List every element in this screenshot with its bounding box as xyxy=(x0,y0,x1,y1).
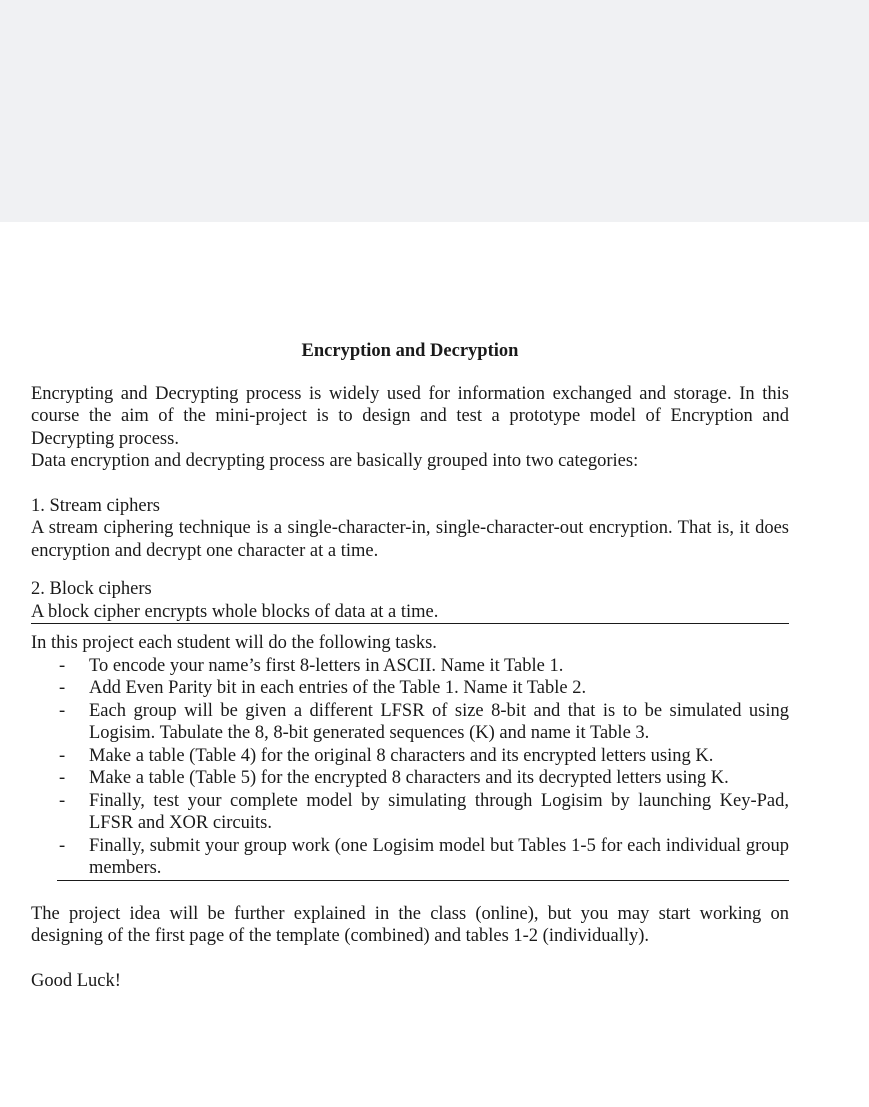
list-item: - Make a table (Table 4) for the original 8 characters and its encrypted letters using K. xyxy=(59,745,714,766)
tasks-intro: In this project each student will do the following tasks. xyxy=(31,633,437,653)
closing-paragraph: The project idea will be further explained in the class (online), but you may start working on designing of the first page of the template (combined) and tables 1-2 (individually). xyxy=(31,903,789,946)
bullet-dash: - xyxy=(59,745,66,766)
bullet-dash: - xyxy=(59,700,66,721)
section2-heading: 2. Block ciphers xyxy=(31,579,152,599)
section-divider xyxy=(31,623,789,624)
bullet-dash: - xyxy=(59,768,66,788)
task-list xyxy=(31,655,789,880)
section1-heading: 1. Stream ciphers xyxy=(31,495,160,516)
sign-off: Good Luck! xyxy=(31,970,121,991)
list-item: - Add Even Parity bit in each entries of the Table 1. Name it Table 2. xyxy=(59,678,587,698)
document-title: Encryption and Decryption xyxy=(301,341,519,361)
document-body xyxy=(31,340,789,992)
list-item: - Finally, test your complete model by simulating through Logisim by launching Key-Pad, LFSR and XOR circuits. xyxy=(59,790,789,833)
bullet-dash: - xyxy=(59,835,66,856)
list-item: - Make a table (Table 5) for the encrypted 8 characters and its decrypted letters using K. xyxy=(59,768,729,788)
top-blank-band xyxy=(0,0,869,222)
list-item: - Finally, submit your group work (one Logisim model but Tables 1-5 for each individual group members. xyxy=(59,835,789,878)
list-item: - To encode your name’s first 8-letters in ASCII. Name it Table 1. xyxy=(59,655,564,676)
bullet-dash: - xyxy=(59,655,66,676)
bullet-dash: - xyxy=(59,678,66,698)
intro-paragraph: Encrypting and Decrypting process is widely used for information exchanged and storage. In this course the aim of the mini-project is to design and test a prototype model of Encryption and Decrypting process. xyxy=(31,383,789,449)
section2-body: A block cipher encrypts whole blocks of data at a time. xyxy=(31,601,439,622)
list-item: - Each group will be given a different LFSR of size 8-bit and that is to be simulated using Logisim. Tabulate the 8, 8-bit generated sequences (K) and name it Table 3. xyxy=(59,700,789,743)
bullet-dash: - xyxy=(59,790,66,811)
section1-body: A stream ciphering technique is a single-character-in, single-character-out encryption. That is, it does encryption and decrypt one character at a time. xyxy=(31,518,789,561)
intro-line-2: Data encryption and decrypting process are basically grouped into two categories: xyxy=(31,451,639,471)
